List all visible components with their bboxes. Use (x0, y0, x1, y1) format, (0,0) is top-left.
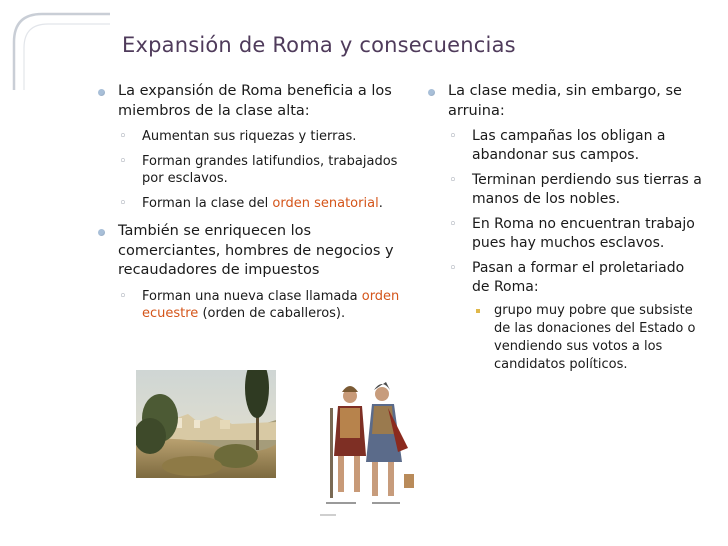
bullet-icon (98, 229, 105, 236)
list-item (118, 153, 406, 188)
right-column (426, 78, 706, 374)
ring-bullet-icon: ◦ (119, 195, 127, 211)
item-text: La clase media, sin embargo, se arruina: (448, 83, 682, 119)
corner-ornament (0, 0, 110, 90)
item-text: Forman grandes latifundios, trabajados por esclavos. (142, 153, 398, 186)
left-column (96, 78, 406, 323)
list-item (118, 288, 406, 323)
item-text: En Roma no encuentran trabajo pues hay muchos esclavos. (472, 216, 695, 251)
item-text: Forman una nueva clase llamada (142, 288, 362, 304)
ring-bullet-icon: ◦ (449, 217, 457, 232)
item-text: Forman la clase del (142, 195, 273, 211)
landscape-painting-image (136, 370, 276, 478)
item-text: Pasan a formar el proletariado de Roma: (472, 260, 685, 295)
list-item (448, 215, 706, 253)
slide-title: Expansión de Roma y consecuencias (122, 33, 516, 57)
square-bullet-icon (476, 309, 480, 313)
list-item (426, 82, 706, 374)
bullet-icon (98, 89, 105, 96)
item-text: La expansión de Roma beneficia a los miembros de la clase alta: (118, 83, 392, 119)
ring-bullet-icon: ◦ (119, 153, 127, 169)
list-item (96, 82, 406, 212)
item-text: . (378, 195, 383, 211)
list-item (118, 128, 406, 146)
list-item (472, 302, 706, 374)
item-text: Las campañas los obligan a abandonar sus campos. (472, 128, 666, 163)
ring-bullet-icon: ◦ (449, 173, 457, 188)
roman-figures-illustration (316, 378, 420, 520)
list-item (118, 195, 406, 213)
highlight-term: orden senatorial (272, 195, 379, 211)
item-text: Terminan perdiendo sus tierras a manos de los nobles. (472, 172, 702, 207)
item-text: Aumentan sus riquezas y tierras. (142, 129, 357, 144)
item-text: También se enriquecen los comerciantes, hombres de negocios y recaudadores de impuestos (118, 223, 394, 278)
item-text: grupo muy pobre que subsiste de las donaciones del Estado o vendiendo sus votos a los candidatos políticos. (494, 303, 696, 372)
highlight-term: orden ecuestre (142, 288, 400, 321)
ring-bullet-icon: ◦ (449, 261, 457, 276)
bullet-icon (428, 89, 435, 96)
list-item (448, 171, 706, 209)
ring-bullet-icon: ◦ (119, 129, 127, 144)
list-item (96, 222, 406, 323)
item-text: (orden de caballeros). (198, 306, 346, 321)
ring-bullet-icon: ◦ (449, 129, 457, 144)
ring-bullet-icon: ◦ (119, 288, 127, 304)
list-item (448, 259, 706, 374)
list-item (448, 127, 706, 165)
